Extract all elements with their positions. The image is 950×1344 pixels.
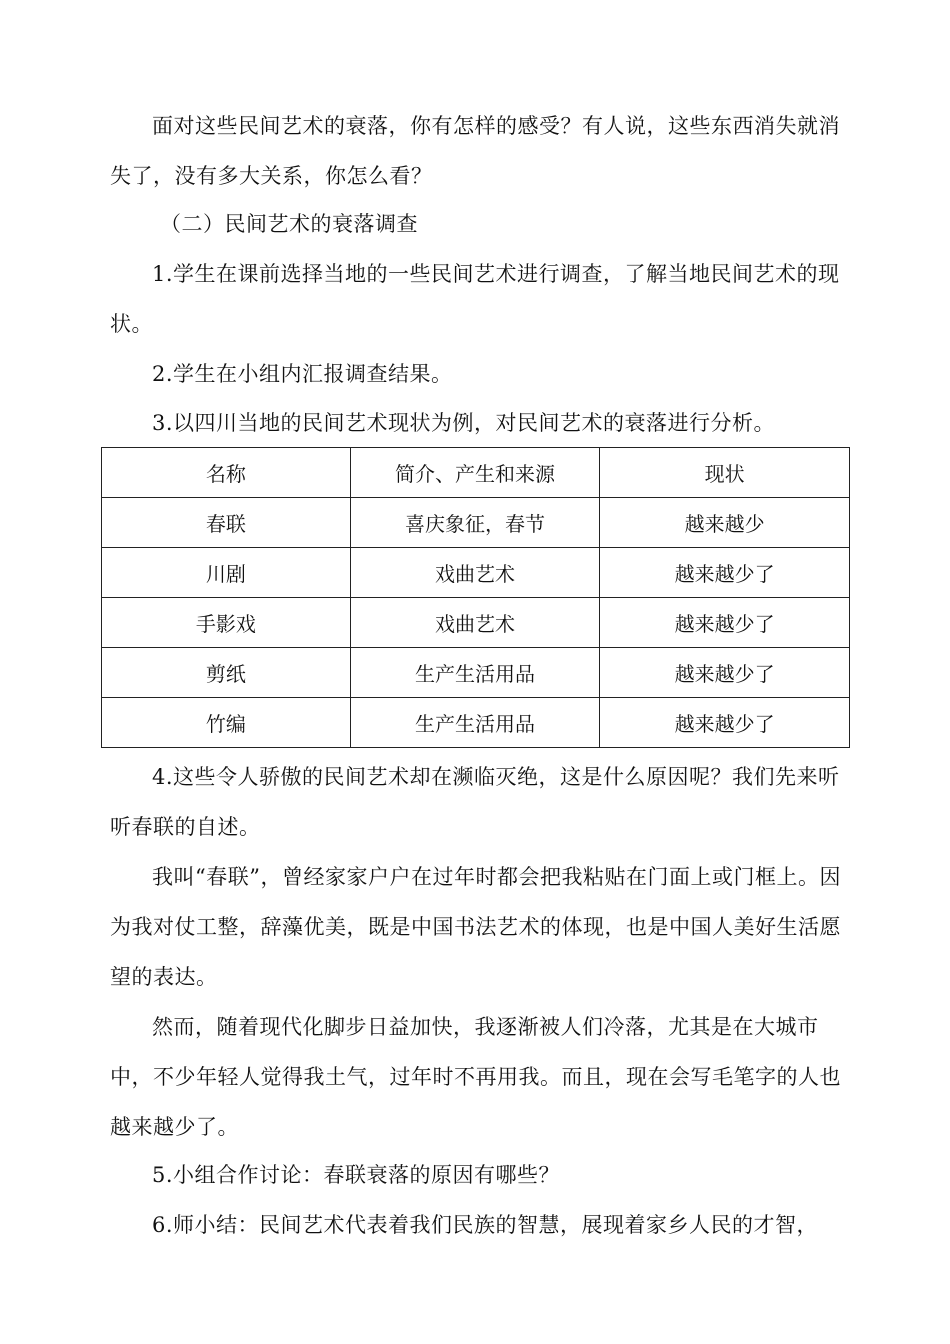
table-cell-status: 越来越少了 (600, 698, 850, 748)
table-row (102, 698, 850, 748)
table-cell-name: 川剧 (102, 548, 351, 598)
paragraph-step-2: 2.学生在小组内汇报调查结果。 (152, 362, 453, 386)
table-row (102, 648, 850, 698)
table-header-intro: 简介、产生和来源 (350, 448, 600, 498)
paragraph-step-5: 5.小组合作讨论：春联衰落的原因有哪些？ (152, 1163, 561, 1187)
table-cell-name: 剪纸 (102, 648, 351, 698)
table-cell-intro: 戏曲艺术 (350, 598, 600, 648)
table-row (102, 498, 850, 548)
table-cell-intro: 戏曲艺术 (350, 548, 600, 598)
table-cell-name: 手影戏 (102, 598, 351, 648)
paragraph-step-4: 4.这些令人骄傲的民间艺术却在濒临灭绝，这是什么原因呢？我们先来听听春联的自述。 (110, 765, 840, 839)
table-header-row (102, 448, 850, 498)
paragraph-reflection: 面对这些民间艺术的衰落，你有怎样的感受？有人说，这些东西消失就消失了，没有多大关系，你怎么看？ (110, 114, 840, 188)
paragraph-step-3: 3.以四川当地的民间艺术现状为例，对民间艺术的衰落进行分析。 (152, 411, 776, 435)
table-cell-status: 越来越少 (600, 498, 850, 548)
table-cell-status: 越来越少了 (600, 648, 850, 698)
table-cell-name: 竹编 (102, 698, 351, 748)
paragraph-step-1: 1.学生在课前选择当地的一些民间艺术进行调查，了解当地民间艺术的现状。 (110, 262, 840, 336)
table-row (102, 548, 850, 598)
table-cell-name: 春联 (102, 498, 351, 548)
table-cell-intro: 生产生活用品 (350, 648, 600, 698)
paragraph-couplet-self-intro: 我叫“春联”，曾经家家户户在过年时都会把我粘贴在门面上或门框上。因为我对仗工整，辞藻优美，既是中国书法艺术的体现，也是中国人美好生活愿望的表达。 (110, 865, 841, 989)
paragraph-step-6: 6.师小结：民间艺术代表着我们民族的智慧，展现着家乡人民的才智， (152, 1213, 819, 1237)
section-heading-survey: （二）民间艺术的衰落调查 (160, 212, 418, 236)
folk-art-survey-table (101, 447, 850, 748)
table-cell-status: 越来越少了 (600, 598, 850, 648)
table-cell-intro: 生产生活用品 (350, 698, 600, 748)
paragraph-couplet-decline: 然而，随着现代化脚步日益加快，我逐渐被人们冷落，尤其是在大城市中，不少年轻人觉得我土气，过年时不再用我。而且，现在会写毛笔字的人也越来越少了。 (110, 1015, 841, 1139)
table-cell-status: 越来越少了 (600, 548, 850, 598)
table-header-status: 现状 (600, 448, 850, 498)
table-header-name: 名称 (102, 448, 351, 498)
table-cell-intro: 喜庆象征，春节 (350, 498, 600, 548)
table-row (102, 598, 850, 648)
